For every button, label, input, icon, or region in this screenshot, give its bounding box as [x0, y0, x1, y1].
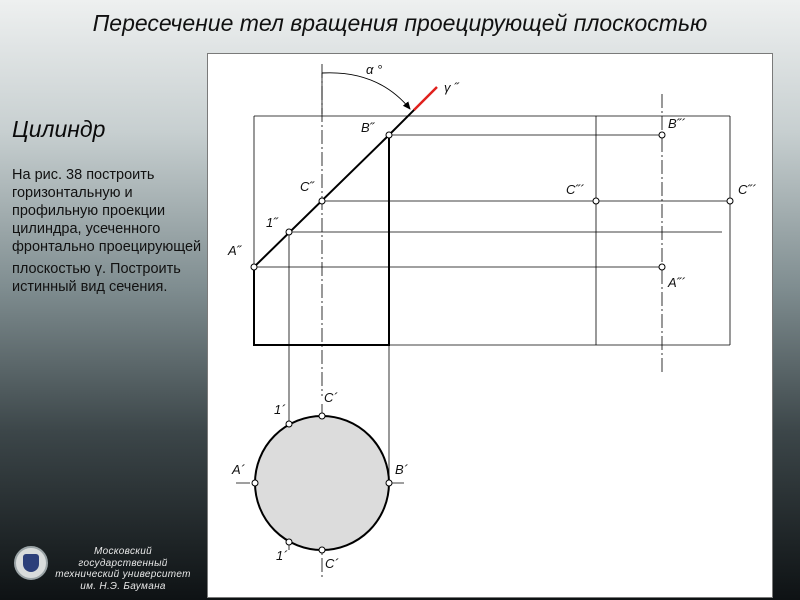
- label-a-front: A˝: [228, 243, 241, 258]
- point-c-top: [319, 413, 325, 419]
- university-name-line: им. Н.Э. Баумана: [80, 580, 166, 592]
- label-b-profile: B˝´: [668, 116, 686, 131]
- point-c-bottom: [319, 547, 325, 553]
- point-c-front: [319, 198, 325, 204]
- point-c-true: [727, 198, 733, 204]
- point-b-front: [386, 132, 392, 138]
- label-alpha: α °: [366, 62, 383, 77]
- label-c-true: C˝´: [738, 182, 757, 197]
- label-b-front: B˝: [361, 120, 374, 135]
- section-title: Цилиндр: [12, 116, 106, 142]
- label-a-top: A´: [232, 462, 245, 477]
- point-1-bottom: [286, 539, 292, 545]
- university-emblem-icon: [14, 546, 48, 580]
- label-c-front: C˝: [300, 179, 314, 194]
- front-cylinder-outline: [254, 135, 389, 345]
- cutting-plane-red-trace: [414, 87, 437, 110]
- university-name-line: Московский государственный: [78, 546, 168, 569]
- label-c-top: C´: [324, 390, 338, 405]
- task-text-part1: На рис. 38 построить горизонтальную и профильную проекции цилиндра, усеченного фронтально проецирующей: [12, 167, 202, 255]
- point-a-top: [252, 480, 258, 486]
- label-b-top: B´: [395, 462, 408, 477]
- task-text: [12, 166, 202, 296]
- label-1-front: 1˝: [266, 215, 278, 230]
- label-1-bottom: 1´: [276, 548, 288, 563]
- footer: [14, 546, 204, 592]
- point-b-top: [386, 480, 392, 486]
- label-c-profile: C˝´: [566, 182, 585, 197]
- point-a-front: [251, 264, 257, 270]
- drawing-panel: [207, 53, 773, 598]
- label-a-profile: A˝´: [668, 275, 686, 290]
- label-gamma: γ ˝: [444, 80, 459, 95]
- university-name-line: технический университет: [55, 569, 191, 580]
- label-c-bottom: C´: [325, 556, 339, 571]
- point-a-profile: [659, 264, 665, 270]
- cylinder-section-diagram: [208, 54, 774, 599]
- point-b-profile: [659, 132, 665, 138]
- point-c-profile: [593, 198, 599, 204]
- task-text-part2: плоскостью γ. Построить истинный вид сечения.: [12, 261, 181, 295]
- slide-title: Пересечение тел вращения проецирующей плоскостью: [92, 10, 708, 36]
- cutting-plane-trace: [389, 110, 414, 135]
- label-1-top: 1´: [274, 402, 286, 417]
- top-view-circle: [255, 416, 389, 550]
- point-1-front: [286, 229, 292, 235]
- university-name: [48, 546, 198, 592]
- alpha-angle-arc: [322, 73, 410, 109]
- point-1-top: [286, 421, 292, 427]
